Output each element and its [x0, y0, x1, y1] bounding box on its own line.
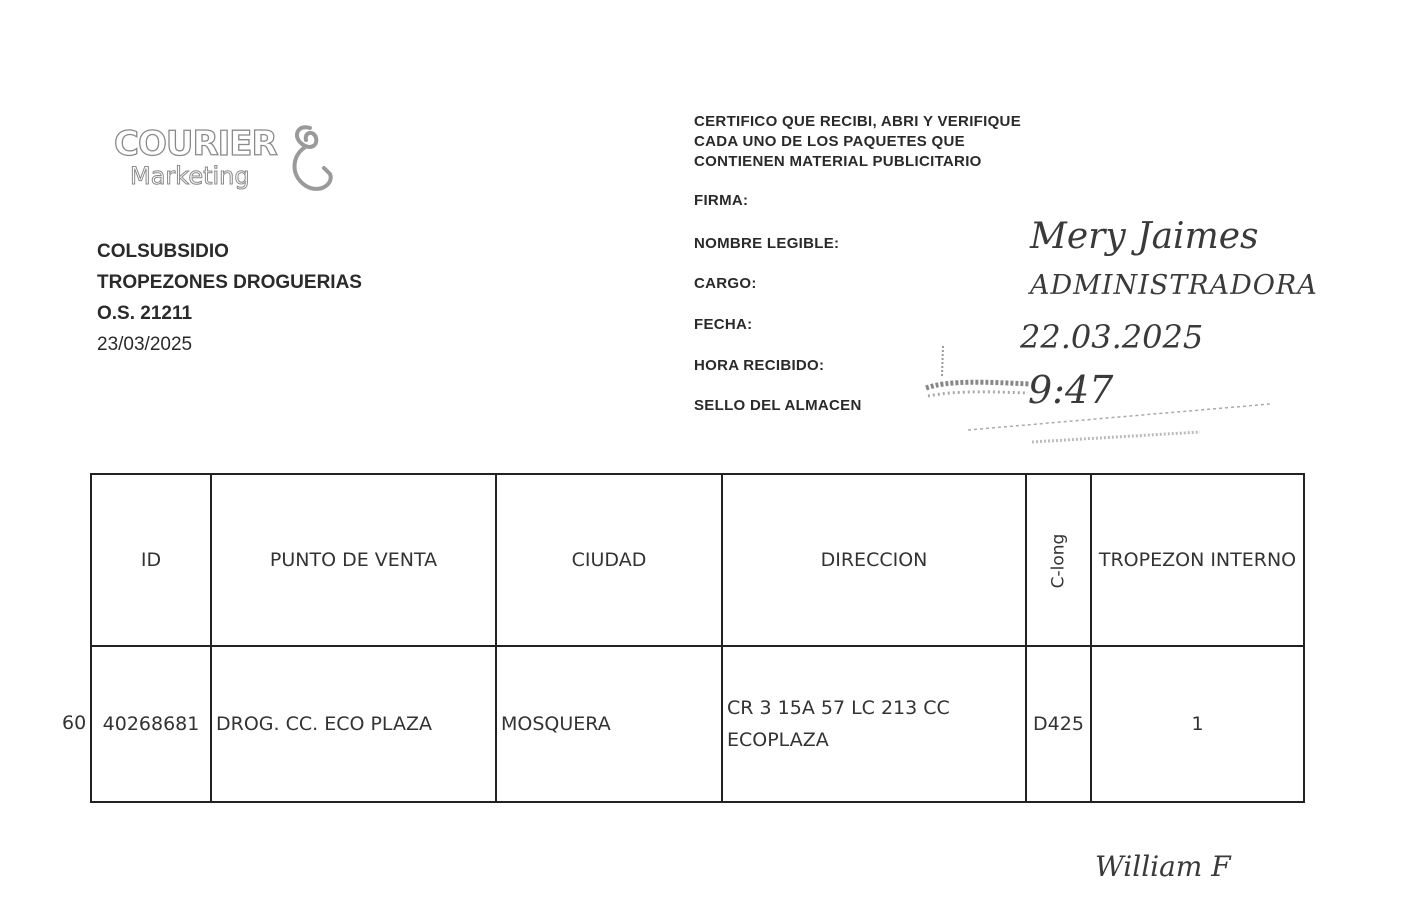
nombre-label: NOMBRE LEGIBLE:	[694, 235, 840, 252]
table-header-row	[91, 474, 1304, 646]
header-id: ID	[91, 474, 211, 646]
delivery-table	[90, 473, 1303, 801]
header-ciudad: CIUDAD	[496, 474, 722, 646]
handwritten-time: 9:47	[1028, 368, 1114, 412]
header-clong-cell	[1026, 474, 1091, 646]
header-tropezon-interno: TROPEZON INTERNO	[1091, 474, 1304, 646]
handwritten-date: 22.03.2025	[1020, 318, 1204, 356]
courier-marketing-logo	[112, 118, 342, 198]
project-name: TROPEZONES DROGUERIAS	[97, 272, 362, 293]
cert-line: CERTIFICO QUE RECIBI, ABRI Y VERIFIQUE	[694, 113, 1021, 130]
direccion-line: CR 3 15A 57 LC 213 CC	[727, 697, 950, 719]
document-date: 23/03/2025	[97, 334, 193, 355]
row-number: 60	[62, 712, 87, 734]
company-name: COLSUBSIDIO	[97, 241, 229, 262]
cargo-label: CARGO:	[694, 275, 757, 292]
cell-clong: D425	[1026, 646, 1091, 802]
header-punto-de-venta: PUNTO DE VENTA	[211, 474, 496, 646]
header-clong: C-long	[1048, 533, 1069, 589]
order-info-block	[97, 236, 362, 360]
stamp-underline	[960, 396, 1280, 446]
header-direccion: DIRECCION	[722, 474, 1026, 646]
certification-statement	[694, 112, 1021, 172]
direccion-line: ECOPLAZA	[727, 729, 829, 751]
cell-direccion	[722, 646, 1026, 802]
handwritten-name: Mery Jaimes	[1030, 216, 1259, 257]
logo-word-courier: COURIER	[114, 124, 277, 164]
cell-punto-de-venta: DROG. CC. ECO PLAZA	[211, 646, 496, 802]
bottom-signature: William F	[1095, 850, 1231, 883]
handwritten-cargo: ADMINISTRADORA	[1030, 270, 1318, 301]
hora-label: HORA RECIBIDO:	[694, 357, 825, 374]
fecha-label: FECHA:	[694, 316, 753, 333]
logo-word-marketing: Marketing	[130, 162, 250, 190]
order-number: O.S. 21211	[97, 303, 193, 324]
cell-id: 40268681	[91, 646, 211, 802]
ampersand-icon	[280, 118, 340, 198]
sello-label: SELLO DEL ALMACEN	[694, 397, 862, 414]
cell-tropezon-interno: 1	[1091, 646, 1304, 802]
cell-ciudad: MOSQUERA	[496, 646, 722, 802]
cert-line: CONTIENEN MATERIAL PUBLICITARIO	[694, 153, 982, 170]
cert-line: CADA UNO DE LOS PAQUETES QUE	[694, 133, 965, 150]
firma-label: FIRMA:	[694, 192, 749, 209]
table-row	[91, 646, 1304, 802]
